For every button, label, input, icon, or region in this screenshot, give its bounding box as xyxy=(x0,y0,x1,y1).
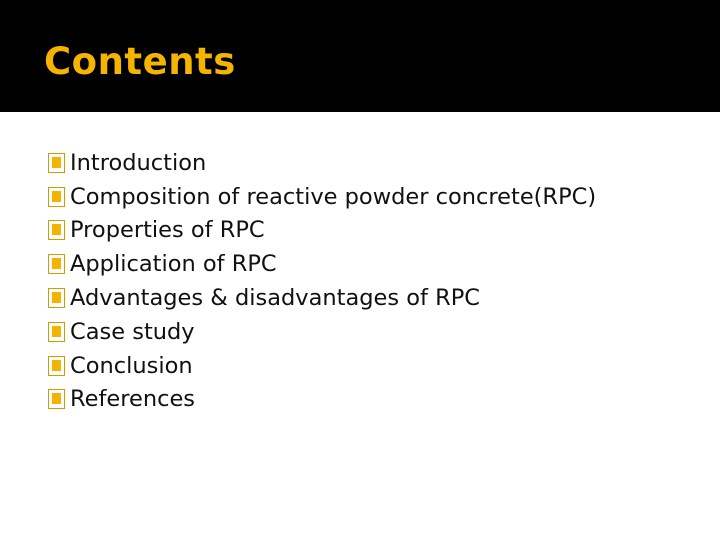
square-bullet-icon xyxy=(48,220,65,240)
square-bullet-icon xyxy=(48,187,65,207)
square-bullet-icon xyxy=(48,254,65,274)
list-item-label: Introduction xyxy=(70,149,207,176)
list-item-label: Application of RPC xyxy=(70,251,277,278)
list-item-label: Case study xyxy=(70,318,195,345)
list-item-label: Conclusion xyxy=(70,352,193,379)
slide-title: Contents xyxy=(44,40,236,83)
contents-list xyxy=(48,146,596,416)
list-item xyxy=(48,281,596,315)
square-bullet-icon xyxy=(48,322,65,342)
list-item xyxy=(48,180,596,214)
list-item xyxy=(48,315,596,349)
list-item-label: References xyxy=(70,386,196,413)
list-item xyxy=(48,383,596,417)
square-bullet-icon xyxy=(48,389,65,409)
list-item xyxy=(48,214,596,248)
list-item xyxy=(48,247,596,281)
list-item-label: Advantages & disadvantages of RPC xyxy=(70,285,480,312)
title-bar xyxy=(0,0,720,112)
square-bullet-icon xyxy=(48,356,65,376)
list-item-label: Composition of reactive powder concrete(RPC) xyxy=(70,183,597,210)
list-item xyxy=(48,146,596,180)
list-item xyxy=(48,349,596,383)
list-item-label: Properties of RPC xyxy=(70,217,265,244)
square-bullet-icon xyxy=(48,153,65,173)
square-bullet-icon xyxy=(48,288,65,308)
